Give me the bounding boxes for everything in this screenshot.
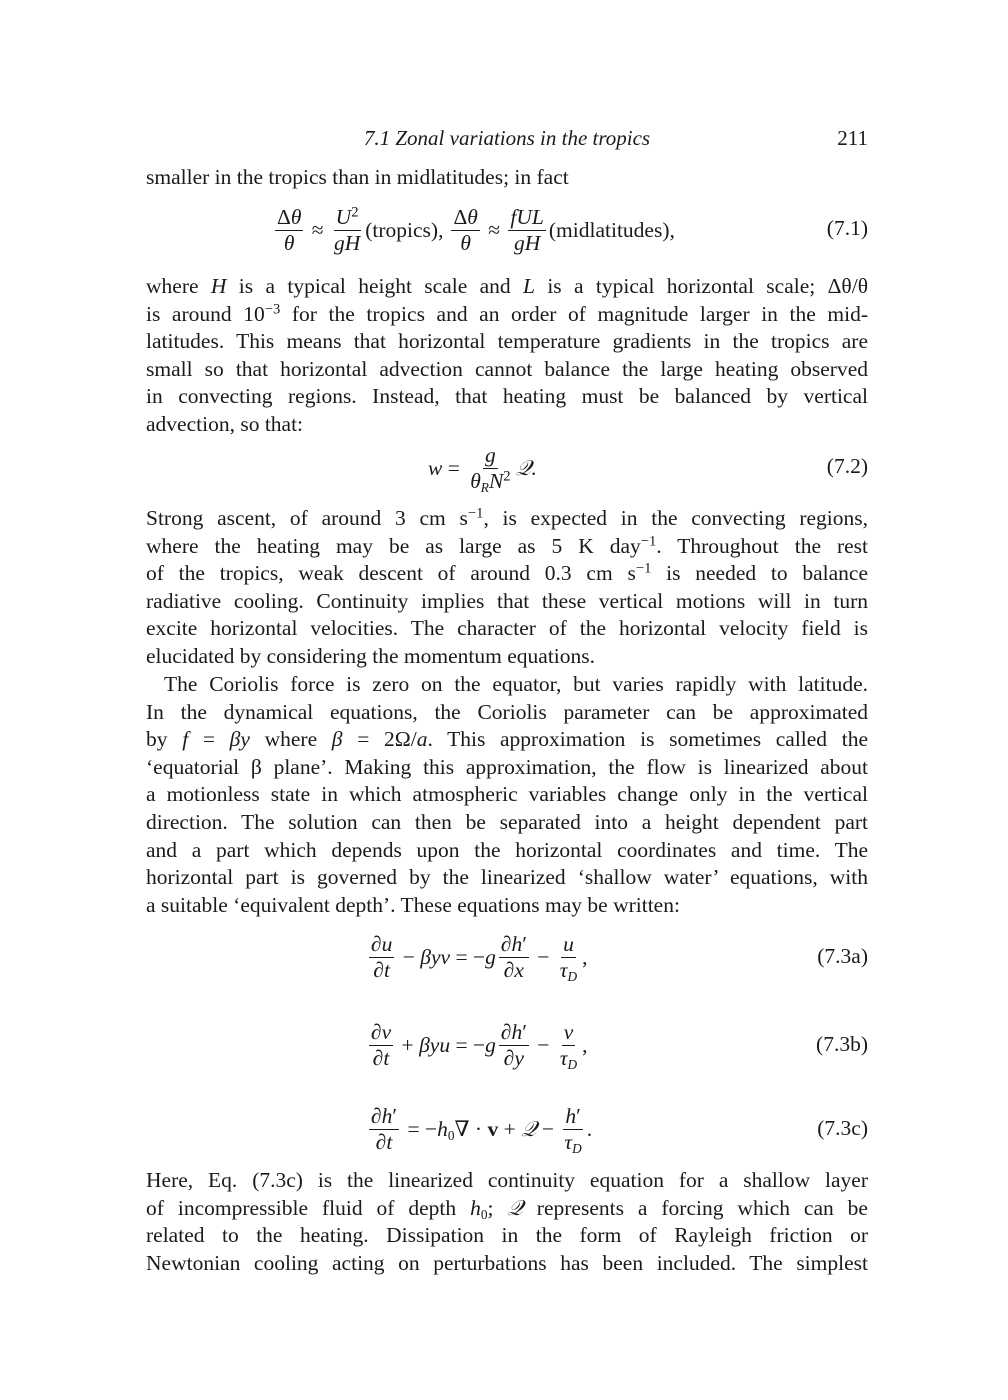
equation-7-1-body: $\frac{\Delta\theta}{\theta}$ ≈ $\frac{U^2}{gH}$ (tropics), $\frac{\Delta\theta}{\theta}$ ≈ $\frac{\text{fUL}}{gH}$ (midlatitudes), (277, 204, 675, 255)
equation-7-3b-body: $\frac{\partial v}{\partial t}$ + βyu = −g $\frac{\partial h'}{\partial y}$ − $\frac{v}{\tau_D}$ , (371, 1019, 588, 1072)
text-line: a motionless state in which atmospheric variables change only in the vertical (146, 782, 868, 807)
page-number: 211 (837, 126, 868, 150)
paragraph-ascent (146, 505, 868, 671)
paragraph-intro (146, 164, 868, 192)
fraction: $\frac{U^2}{gH}$ (333, 204, 361, 255)
fraction: $\frac{v}{\tau_D}$ (559, 1019, 578, 1072)
paragraph-coriolis (146, 671, 868, 919)
equation-number: (7.2) (826, 454, 868, 478)
text-line: elucidated by considering the momentum equations. (146, 643, 596, 668)
text-line: The Coriolis force is zero on the equator, but varies rapidly with latitude. (164, 672, 868, 696)
text-line: is around $10^{-3}$ for the tropics and an order of magnitude larger in the mid- (146, 301, 868, 326)
equation-number: (7.3c) (817, 1116, 868, 1140)
text-line: In the dynamical equations, the Coriolis parameter can be approximated (146, 699, 868, 724)
text-line: Newtonian cooling acting on perturbations has been included. The simplest (146, 1250, 868, 1275)
equation-number: (7.1) (826, 216, 868, 240)
equation-7-2 (146, 436, 868, 500)
fraction: $\frac{\partial u}{\partial t}$ (371, 931, 393, 982)
fraction: $\frac{u}{\tau_D}$ (559, 931, 578, 984)
text-line: ‘equatorial β plane’. Making this approximation, the flow is linearized about (146, 754, 868, 779)
fraction: $\frac{\partial h'}{\partial x}$ (500, 931, 527, 982)
equation-number: (7.3b) (816, 1032, 868, 1056)
paragraph-scales (146, 273, 868, 439)
text-line: of the tropics, weak descent of around 0.3 cm $s^{-1}$ is needed to balance (146, 560, 868, 586)
text-line: in convecting regions. Instead, that heating must be balanced by vertical (146, 384, 868, 409)
fraction: $\frac{\text{fUL}}{gH}$ (510, 204, 544, 255)
equation-7-3a-body: $\frac{\partial u}{\partial t}$ − βyv = −g $\frac{\partial h'}{\partial x}$ − $\frac{u}{\tau_D}$ , (371, 931, 588, 984)
equation-7-1 (146, 194, 868, 266)
text-line: advection, so that: (146, 411, 304, 436)
text-line: small so that horizontal advection cannot balance the large heating observed (146, 356, 868, 381)
equation-7-3c-body: $\frac{\partial h'}{\partial t}$ = $-h_0\nabla \cdot v$ + 𝒬 − $\frac{h'}{\tau_D}$ . (371, 1103, 593, 1156)
text-line: related to the heating. Dissipation in the form of Rayleigh friction or (146, 1223, 868, 1248)
fraction: $\frac{\Delta\theta}{\theta}$ (277, 204, 302, 255)
text-line: smaller in the tropics than in midlatitudes; in fact (146, 165, 569, 189)
text-line: where the heating may be as large as 5 K day$^{-1}$. Throughout the rest (146, 533, 869, 558)
fraction: $\frac{g}{\theta_RN^2}$ (470, 442, 511, 495)
equation-7-3b (146, 1014, 868, 1076)
paragraph-continuity (146, 1167, 868, 1277)
text-line: radiative cooling. Continuity implies that these vertical motions will in turn (146, 588, 868, 613)
text-line: of incompressible fluid of depth $h_0$; 𝒬 represents a forcing which can be (146, 1195, 868, 1222)
text-line: and a part which depends upon the horizontal coordinates and time. The (146, 837, 868, 862)
fraction: $\frac{\Delta\theta}{\theta}$ (453, 204, 478, 255)
fraction: $\frac{\partial h'}{\partial t}$ (371, 1103, 398, 1154)
equation-number: (7.3a) (817, 944, 868, 968)
fraction: $\frac{\partial v}{\partial t}$ (371, 1019, 392, 1070)
running-header (146, 126, 868, 156)
equation-7-3a (146, 926, 868, 988)
equation-7-2-body: w = $\frac{g}{\theta_RN^2}$ 𝒬 . (428, 442, 537, 495)
text-line: horizontal part is governed by the linearized ‘shallow water’ equations, with (146, 865, 868, 890)
fraction: $\frac{h'}{\tau_D}$ (564, 1103, 582, 1156)
text-line: by f = βy where β = 2Ω/a. This approximation is sometimes called the (146, 727, 868, 752)
running-title: 7.1 Zonal variations in the tropics (363, 126, 651, 150)
text-line: excite horizontal velocities. The character of the horizontal velocity field is (146, 616, 868, 641)
text-line: direction. The solution can then be separated into a height dependent part (146, 809, 868, 834)
text-line: Strong ascent, of around 3 cm $s^{-1}$, is expected in the convecting regions, (146, 505, 868, 530)
text-line: Here, Eq. (7.3c) is the linearized continuity equation for a shallow layer (146, 1168, 868, 1192)
equation-7-3c (146, 1098, 868, 1160)
text-line: where H is a typical height scale and L is a typical horizontal scale; Δθ/θ (146, 274, 868, 298)
text-line: a suitable ‘equivalent depth’. These equations may be written: (146, 892, 680, 917)
text-line: latitudes. This means that horizontal temperature gradients in the tropics are (146, 329, 868, 354)
midlatitudes-label: (midlatitudes), (548, 217, 675, 242)
fraction: $\frac{\partial h'}{\partial y}$ (500, 1019, 527, 1070)
tropics-label: (tropics), (365, 217, 444, 242)
